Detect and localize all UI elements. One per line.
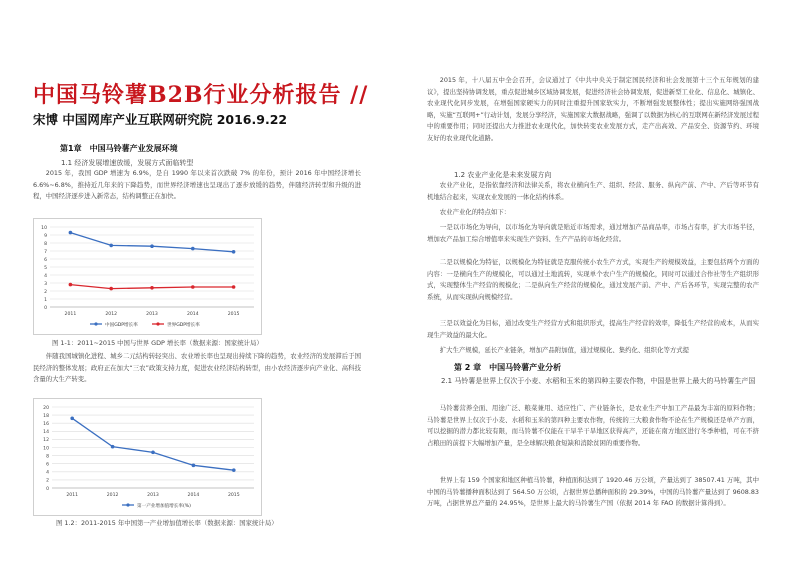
y-tick-label: 10	[41, 225, 47, 231]
y-tick-label: 2	[44, 289, 47, 295]
y-tick-label: 8	[46, 454, 49, 460]
y-tick-label: 4	[46, 470, 49, 476]
y-tick-label: 2	[46, 478, 49, 484]
data-point	[109, 244, 113, 248]
y-tick-label: 12	[43, 438, 49, 444]
y-tick-label: 5	[44, 265, 47, 271]
data-point	[109, 287, 113, 291]
y-tick-label: 1	[44, 297, 47, 303]
figure-1-1-caption: 图 1-1：2011~2015 中国与世界 GDP 增长率（数据来源：国家统计局）	[52, 339, 263, 347]
section-1-1-heading: 1.1 经济发展增速放缓，发展方式面临转型	[61, 159, 194, 167]
legend-marker	[126, 503, 129, 506]
data-point	[232, 468, 236, 472]
paragraph-industrialization-definition: 农业产业化，是指依靠经济和法律关系，将农业横向生产、组织、经营、服务、纵向产前、产中、产后等环节有机地结合起来，实现农业发展的一体化结构体系。	[427, 181, 759, 201]
x-tick-label: 2015	[227, 312, 240, 317]
y-tick-label: 14	[43, 430, 49, 436]
y-tick-label: 3	[44, 281, 47, 287]
data-point	[192, 464, 196, 468]
chart-gdp-growth	[33, 218, 262, 335]
data-point	[232, 285, 236, 289]
y-tick-label: 16	[43, 422, 49, 427]
data-point	[232, 250, 236, 254]
legend-label: 第一产业增加值增长率(%)	[137, 503, 191, 509]
y-tick-label: 9	[44, 233, 47, 239]
y-tick-label: 0	[46, 486, 49, 492]
chart-gdp-growth-svg	[34, 219, 261, 334]
legend-label: 中国GDP增长率	[105, 322, 138, 328]
chart-primary-industry-growth	[33, 398, 262, 516]
y-tick-label: 0	[44, 305, 47, 311]
chapter-1-heading: 第1章 中国马铃薯产业发展环境	[60, 144, 178, 153]
data-point	[69, 231, 73, 235]
data-point	[191, 247, 195, 251]
x-tick-label: 2012	[106, 493, 119, 498]
x-tick-label: 2014	[186, 312, 199, 317]
chart-primary-industry-growth-svg	[34, 399, 261, 515]
x-tick-label: 2014	[187, 493, 200, 498]
y-tick-label: 18	[43, 413, 49, 419]
legend-label: 世界GDP增长率	[167, 322, 200, 328]
paragraph-potato-importance: 马铃薯营养全面、用途广泛、粮菜兼用、适应性广、产业链条长，是农业生产中加工产品最为丰富的原料作物；马铃薯是世界上仅次于小麦、水稻和玉米的第四种主要农作物，传统的三大粮食作物不论在生产规模还是单产方面，可以挖掘的潜力都比较有限，而马铃薯不仅能在干旱半干旱地区获得高产，还能在南方地区进行冬季种植，可在不挤占粮田的前提下大幅增加产量，是全球解决粮食短缺和消除贫困的重要作物。	[427, 404, 759, 447]
paragraph-potato-statistics: 世界上有 159 个国家和地区种植马铃薯，种植面积达到了 1920.46 万公顷，产量达到了 38507.41 万吨，其中中国的马铃薯播种面积达到了 564.50 万公顷，占据世界总播种面积的 29.39%，中国的马铃薯产量达到了 9608.83 万吨，占据世界总产量的 24.95%，是世界上最大的马铃薯生产国（依据 2014 年 FAO 的数据计算得到）。	[427, 476, 759, 508]
paragraph-five-year-plan: 2015 年，十八届五中全会召开，会议通过了《中共中央关于制定国民经济和社会发展第十三个五年规划的建议》，提出坚持协调发展，重点促进城乡区域协调发展，促进经济社会协调发展，促进新型工业化、信息化、城镇化、农业现代化同步发展，在增强国家硬实力的同时注重提升国家软实力，不断增强发展整体性；提出实施网络强国战略，实施“互联网+”行动计划，发展分享经济，实施国家大数据战略，强调了以数据为核心的互联网在新经济发展过程中的重要作用；同时还提出大力推进农业现代化，加快转变农业发展方式，走产出高效、产品安全、资源节约、环境友好的农业现代化道路。	[427, 76, 759, 142]
paragraph-market-orientation: 一是以市场化为导向，以市场化为导向就是贴近市场需求，通过增加产品商品率，市场占有率，扩大市场半径，增加农产品加工综合增值率来实现生产资料、生产产品的市场化经营。	[427, 223, 759, 243]
y-tick-label: 10	[43, 446, 49, 452]
y-tick-label: 4	[44, 273, 47, 279]
paragraph-agriculture-economy: 伴随我国城镇化进程、城乡二元结构转轻突出、农业增长率也呈现出持续下降的趋势，农业经济的发展滞后于国民经济的整体发展；政府正在加大“三农”政策支持力度，促进农业经济结构转型，由小农经济逐步向产业化、高科技含量的大生产转变。	[33, 352, 361, 384]
report-subtitle: 宋博 中国网库产业互联网研究院 2016.9.22	[33, 112, 288, 127]
x-tick-label: 2012	[105, 312, 118, 317]
figure-1-2-caption: 图 1.2：2011-2015 年中国第一产业增加值增长率（数据来源：国家统计局）	[56, 519, 278, 527]
data-point	[191, 285, 195, 289]
section-1-2-heading: 1.2 农业产业化是未来发展方向	[454, 171, 552, 179]
data-point	[70, 417, 74, 421]
legend-marker	[156, 322, 159, 325]
y-tick-label: 7	[44, 249, 47, 255]
data-point	[69, 283, 73, 287]
x-tick-label: 2013	[147, 493, 159, 498]
y-tick-label: 8	[44, 241, 47, 247]
x-tick-label: 2013	[146, 312, 158, 317]
series-line	[70, 233, 233, 252]
data-point	[150, 286, 154, 290]
x-tick-label: 2011	[64, 312, 77, 317]
y-tick-label: 6	[44, 257, 47, 263]
data-point	[151, 451, 155, 455]
paragraph-features-intro: 农业产业化的特点如下：	[439, 208, 511, 216]
chapter-2-heading: 第 2 章 中国马铃薯产业分析	[454, 363, 562, 372]
data-point	[111, 445, 115, 449]
paragraph-gdp: 2015 年，我国 GDP 增速为 6.9%，是自 1990 年以来首次跌破 7% 的年份，预计 2016 年中国经济增长 6.6%~6.8%，推持近几年来的下降趋势，而世界经济增速也呈现出了逐步放缓的趋势，伴随经济转型和升级的进程，中国经济逐步进入新常态，结构调整正在加快。	[33, 169, 361, 201]
x-tick-label: 2015	[227, 493, 240, 498]
y-tick-label: 6	[46, 462, 49, 468]
data-point	[150, 244, 154, 248]
legend-marker	[94, 322, 97, 325]
series-line	[72, 418, 234, 470]
paragraph-scale-feature: 二是以规模化为特征，以规模化为特征就是克服传统小农生产方式，实现生产的规模效益，主要包括两个方面的内容：一是横向生产的规模化，可以通过土地流转，实现单个农户生产的规模化，同时可以通过合作社等生产组织形式，实现整体生产经营的规模化；二是纵向生产经营的规模化，通过发展产前、产中、产后各环节，实现完整的农产系统，从而实现纵向规模经营。	[427, 258, 759, 301]
paragraph-efficiency-goal: 三是以效益化为目标，通过改变生产经营方式和组织形式，提高生产经营的效率，降低生产经营的成本，从而实现生产效益的最大化。	[427, 319, 759, 339]
report-title: 中国马铃薯B2B行业分析报告 //	[33, 82, 369, 108]
section-2-1-heading: 2.1 马铃薯是世界上仅次于小麦、水稻和玉米的第四种主要农作物，中国是世界上最大的马铃薯生产国	[441, 377, 756, 385]
paragraph-scale-expansion: 扩大生产规模，延长产业链条，增加产品附加值，通过规模化、集约化、组织化等方式提	[439, 346, 690, 354]
y-tick-label: 20	[43, 405, 49, 411]
x-tick-label: 2011	[66, 493, 79, 498]
